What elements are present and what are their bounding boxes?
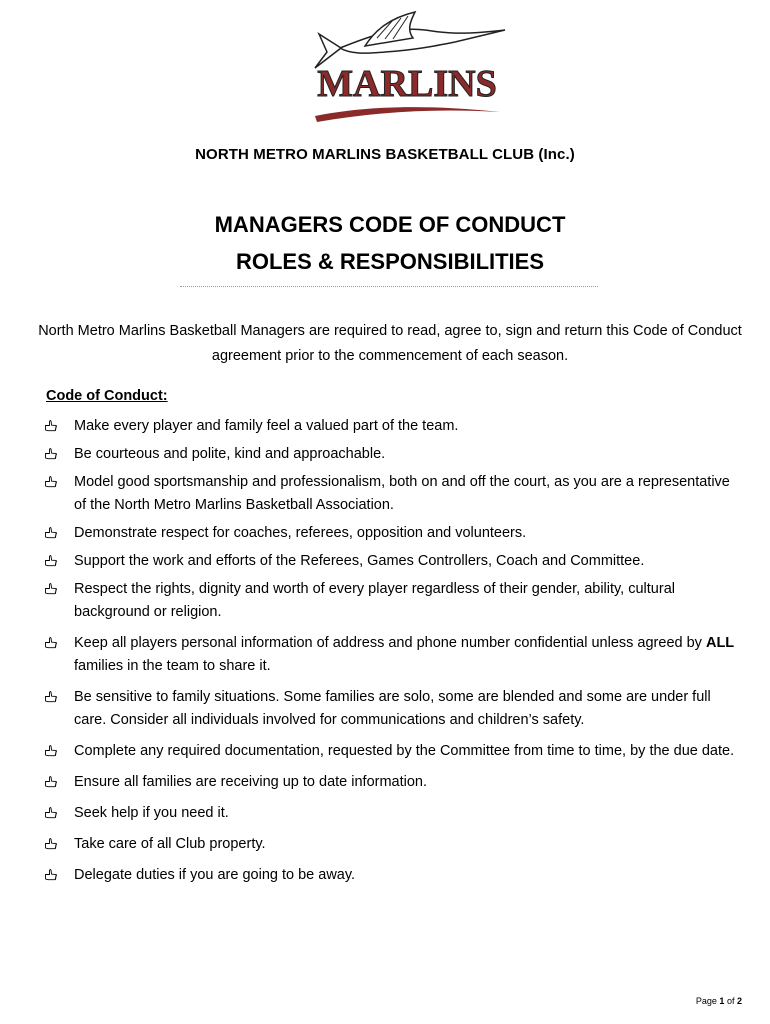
pointing-hand-icon — [44, 446, 58, 460]
list-item — [44, 740, 744, 763]
list-item-text: Support the work and efforts of the Referees, Games Controllers, Coach and Committee. — [74, 553, 645, 569]
page-title: MANAGERS CODE OF CONDUCT — [214, 212, 566, 237]
list-item — [44, 522, 744, 545]
pointing-hand-icon — [44, 581, 58, 595]
list-item — [44, 686, 744, 732]
code-of-conduct-list — [44, 415, 744, 895]
list-item — [44, 471, 744, 517]
page-number: Page 1 of 2 — [695, 996, 742, 1006]
list-item-text: Ensure all families are receiving up to date information. — [74, 774, 428, 790]
pointing-hand-icon — [44, 836, 58, 850]
logo-wordmark: MARLINS — [317, 63, 497, 105]
page-subtitle: ROLES & RESPONSIBILITIES — [235, 249, 545, 274]
title-divider — [180, 286, 598, 287]
intro-paragraph: North Metro Marlins Basketball Managers are required to read, agree to, sign and return this Code of Conduct agreement prior to the commencement of each season. — [38, 323, 742, 364]
list-item — [44, 771, 744, 794]
emphasis-all: ALL — [705, 635, 735, 651]
pointing-hand-icon — [44, 774, 58, 788]
pointing-hand-icon — [44, 525, 58, 539]
list-item-text: Seek help if you need it. — [74, 805, 229, 821]
list-item-text: Complete any required documentation, requested by the Committee from time to time, by the due date. — [74, 743, 735, 759]
list-item — [44, 550, 744, 573]
list-item-text: Model good sportsmanship and professionalism, both on and off the court, as you are a representative of the North Metro Marlins Basketball Association. — [74, 474, 730, 513]
list-item-text: Take care of all Club property. — [74, 836, 266, 852]
list-item — [44, 443, 744, 466]
list-item-text: Delegate duties if you are going to be away. — [74, 867, 356, 883]
list-item — [44, 632, 744, 678]
marlins-logo — [305, 8, 510, 130]
pointing-hand-icon — [44, 553, 58, 567]
code-of-conduct-heading: Code of Conduct: — [46, 388, 168, 404]
pointing-hand-icon — [44, 743, 58, 757]
list-item — [44, 864, 744, 887]
list-item-text: Respect the rights, dignity and worth of every player regardless of their gender, ability, cultural background or religion. — [74, 581, 675, 620]
list-item-text: Demonstrate respect for coaches, referees, opposition and volunteers. — [74, 525, 527, 541]
pointing-hand-icon — [44, 635, 58, 649]
list-item — [44, 415, 744, 438]
list-item-text: Make every player and family feel a valued part of the team. — [74, 418, 459, 434]
pointing-hand-icon — [44, 474, 58, 488]
list-item-text: Be sensitive to family situations. Some families are solo, some are blended and some are under full care. Consider all individuals involved for communications and children’s safety. — [74, 689, 711, 728]
pointing-hand-icon — [44, 689, 58, 703]
list-item-text: Be courteous and polite, kind and approachable. — [74, 446, 386, 462]
marlin-fish-icon — [305, 8, 510, 130]
list-item-text: Keep all players personal information of address and phone number confidential unless agreed by ALL families in the team to share it. — [74, 635, 735, 674]
list-item — [44, 578, 744, 624]
list-item — [44, 833, 744, 856]
pointing-hand-icon — [44, 418, 58, 432]
club-title: NORTH METRO MARLINS BASKETBALL CLUB (Inc.) — [195, 146, 575, 163]
list-item — [44, 802, 744, 825]
pointing-hand-icon — [44, 805, 58, 819]
pointing-hand-icon — [44, 867, 58, 881]
